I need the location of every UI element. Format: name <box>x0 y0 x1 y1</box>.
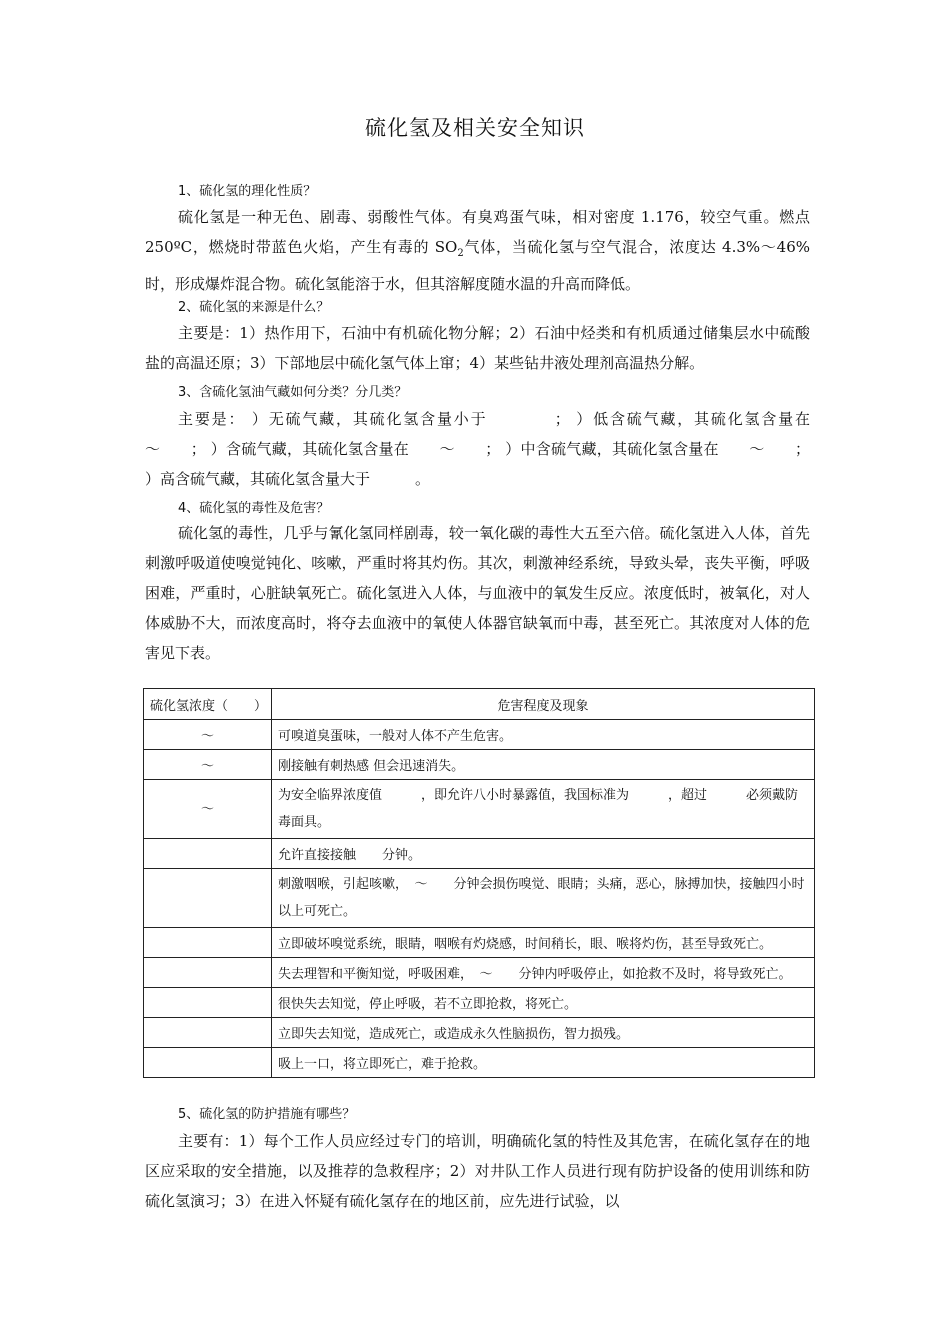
table-cell-hazard: 允许直接接触 分钟。 <box>272 839 815 869</box>
table-row <box>144 958 815 988</box>
hazard-table <box>143 688 815 1078</box>
section-5-heading: 5、硫化氢的防护措施有哪些？ <box>178 1107 356 1122</box>
table-cell-concentration <box>144 988 272 1018</box>
table-cell-hazard: 刺激咽喉，引起咳嗽， ～ 分钟会损伤嗅觉、眼睛；头痛，恶心，脉搏加快，接触四小时以上可死亡。 <box>272 869 815 928</box>
section-1-text-a: 硫化氢是一种无色、剧毒、弱酸性气体。有臭鸡蛋气味，相对密度 1.176，较空气重。燃点 250ºC，燃烧时带蓝色火焰，产生有毒的 SO <box>145 208 810 256</box>
table-row <box>144 869 815 928</box>
section-3-heading: 3、含硫化氢油气藏如何分类？分几类？ <box>178 385 408 400</box>
table-cell-concentration: ～ <box>144 780 272 839</box>
table-header-hazard: 危害程度及现象 <box>272 689 815 720</box>
table-cell-hazard: 立即失去知觉，造成死亡，或造成永久性脑损伤，智力损残。 <box>272 1018 815 1048</box>
table-cell-concentration <box>144 839 272 869</box>
page-title: 硫化氢及相关安全知识 <box>365 116 585 140</box>
section-2-text: 主要是：1）热作用下，石油中有机硫化物分解；2）石油中烃类和有机质通过储集层水中硫酸盐的高温还原；3）下部地层中硫化氢气体上窜；4）某些钻井液处理剂高温热分解。 <box>145 324 810 372</box>
table-cell-hazard: 吸上一口，将立即死亡，难于抢救。 <box>272 1048 815 1078</box>
section-4-text: 硫化氢的毒性，几乎与氰化氢同样剧毒，较一氧化碳的毒性大五至六倍。硫化氢进入人体，首先刺激呼吸道使嗅觉钝化、咳嗽，严重时将其灼伤。其次，刺激神经系统，导致头晕，丧失平衡，呼吸困难，严重时，心脏缺氧死亡。硫化氢进入人体，与血液中的氧发生反应。浓度低时，被氧化，对人体威胁不大，而浓度高时，将夺去血液中的氧使人体器官缺氧而中毒，甚至死亡。其浓度对人体的危害见下表。 <box>145 524 810 662</box>
table-cell-hazard: 立即破坏嗅觉系统，眼睛，咽喉有灼烧感，时间稍长，眼、喉将灼伤，甚至导致死亡。 <box>272 928 815 958</box>
section-5-body <box>145 1126 810 1216</box>
table-cell-concentration <box>144 869 272 928</box>
table-cell-hazard: 很快失去知觉，停止呼吸，若不立即抢救，将死亡。 <box>272 988 815 1018</box>
section-1-body <box>145 202 810 299</box>
section-1-subscript: 2 <box>457 248 464 259</box>
table-cell-concentration: ～ <box>144 750 272 780</box>
section-2-heading: 2、硫化氢的来源是什么？ <box>178 300 330 315</box>
table-row <box>144 839 815 869</box>
table-row <box>144 1018 815 1048</box>
section-4-heading: 4、硫化氢的毒性及危害？ <box>178 501 330 516</box>
table-cell-concentration: ～ <box>144 720 272 750</box>
table-cell-concentration <box>144 1018 272 1048</box>
table-cell-concentration <box>144 928 272 958</box>
table-cell-hazard: 为安全临界浓度值 ，即允许八小时暴露值，我国标准为 ，超过 必须戴防毒面具。 <box>272 780 815 839</box>
section-3-text: 主要是： ）无硫气藏，其硫化氢含量小于 ； ）低含硫气藏，其硫化氢含量在 ～ ； ）含硫气藏，其硫化氢含量在 ～ ； ）中含硫气藏，其硫化氢含量在 ～ ； ）高含硫气藏，其硫化氢含量大于 。 <box>145 410 841 488</box>
table-cell-hazard: 刚接触有刺热感 但会迅速消失。 <box>272 750 815 780</box>
section-3-body <box>145 404 841 494</box>
section-4-body <box>145 518 810 668</box>
table-header-concentration: 硫化氢浓度（ ） <box>144 689 272 720</box>
table-row <box>144 750 815 780</box>
table-row <box>144 988 815 1018</box>
section-2-body <box>145 318 810 378</box>
table-cell-concentration <box>144 1048 272 1078</box>
table-cell-hazard: 可嗅道臭蛋味，一般对人体不产生危害。 <box>272 720 815 750</box>
section-5-text: 主要有：1）每个工作人员应经过专门的培训，明确硫化氢的特性及其危害，在硫化氢存在的地区应采取的安全措施，以及推荐的急救程序；2）对井队工作人员进行现有防护设备的使用训练和防硫化氢演习；3）在进入怀疑有硫化氢存在的地区前，应先进行试验，以 <box>145 1132 810 1210</box>
table-cell-concentration <box>144 958 272 988</box>
section-1-heading: 1、硫化氢的理化性质？ <box>178 184 317 199</box>
table-header-row <box>144 689 815 720</box>
table-cell-hazard: 失去理智和平衡知觉，呼吸困难， ～ 分钟内呼吸停止，如抢救不及时，将导致死亡。 <box>272 958 815 988</box>
table-row <box>144 780 815 839</box>
table-row <box>144 1048 815 1078</box>
table-row <box>144 928 815 958</box>
table-row <box>144 720 815 750</box>
section-1-text-b: 气体，当硫化氢与空气混合，浓度达 4.3%～46%时，形成爆炸混合物。硫化氢能溶于水，但其溶解度随水温的升高而降低。 <box>145 238 810 293</box>
